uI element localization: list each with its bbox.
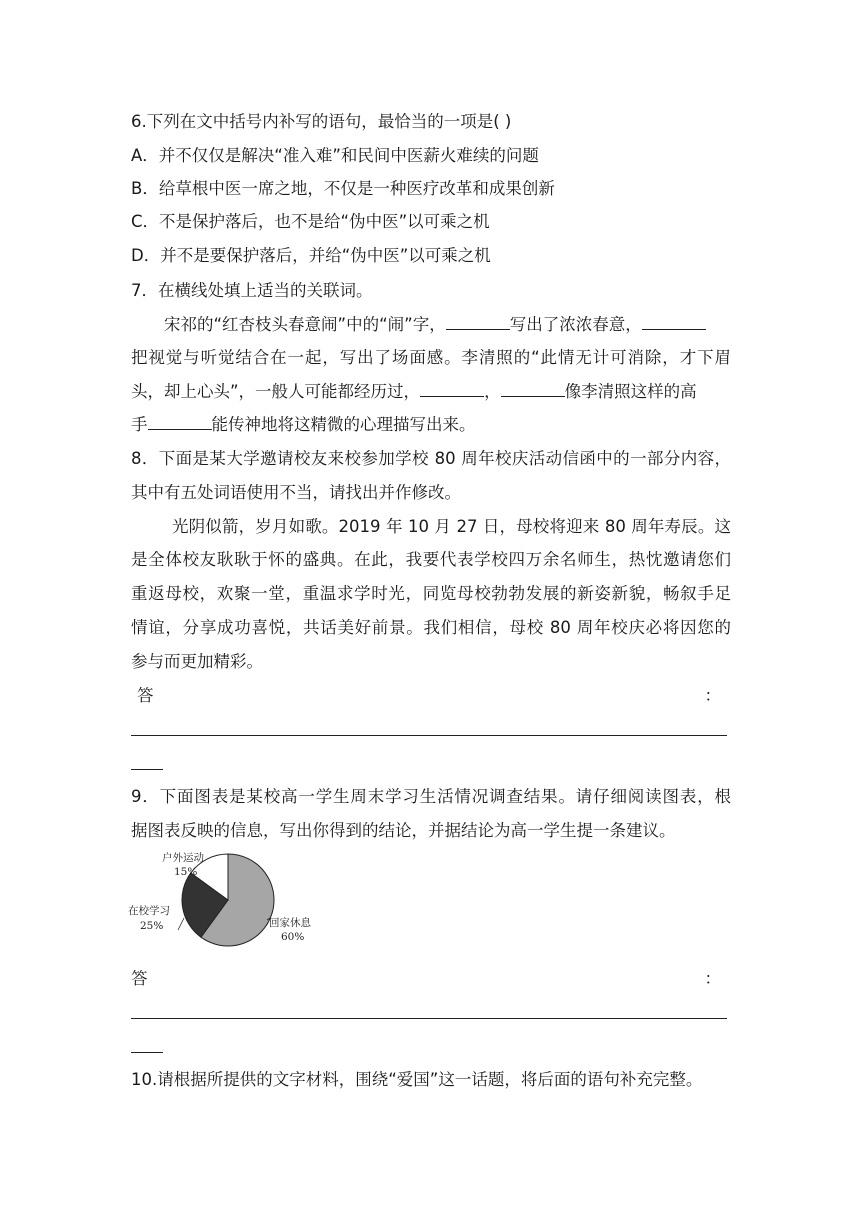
q6-option-c: C．不是保护落后，也不是给“伪中医”以可乘之机 — [131, 212, 490, 231]
q8-answer-colon: ： — [704, 686, 721, 705]
q7-paragraph-line-2: 把视觉与听觉结合在一起，写出了场面感。李清照的“此情无计可消除，才下眉 — [131, 348, 731, 367]
pie-value-study: 25% — [140, 920, 164, 932]
pie-leader-line — [178, 918, 184, 930]
pie-value-outdoor: 15% — [174, 866, 198, 878]
q7-paragraph-line-1 — [131, 314, 731, 336]
pie-label-rest: 回家休息 — [269, 917, 311, 929]
q7-blank-4 — [501, 381, 565, 397]
q7-text: 宋祁的“红杏枝头春意闹”中的“闹”字， — [164, 315, 446, 334]
q7-blank-5 — [148, 414, 212, 430]
q7-text: 手 — [131, 415, 148, 434]
q9-answer-row — [131, 968, 721, 990]
q6-stem: 6.下列在文中括号内补写的语句，最恰当的一项是( ) — [131, 112, 512, 131]
q9-stem-line-1: 9．下面图表是某校高一学生周末学习生活情况调查结果。请仔细阅读图表，根 — [131, 787, 731, 806]
q7-text: ， — [484, 382, 501, 401]
q7-paragraph-line-3 — [131, 381, 731, 403]
q7-paragraph-line-4 — [131, 414, 731, 436]
pie-label-study: 在校学习 — [128, 905, 170, 917]
q7-text: 像李清照这样的高 — [564, 382, 697, 401]
q9-answer-label: 答 — [131, 969, 148, 988]
q8-stem-line-1: 8．下面是某大学邀请校友来校参加学校 80 周年校庆活动信函中的一部分内容， — [131, 449, 731, 468]
q7-text: 写出了浓浓春意， — [509, 315, 642, 334]
pie-label-outdoor: 户外运动 — [162, 852, 204, 864]
q7-stem: 7．在横线处填上适当的关联词。 — [131, 281, 373, 300]
q8-answer-line-end[interactable] — [131, 769, 163, 770]
q9-answer-colon: ： — [704, 969, 721, 988]
q9-answer-line[interactable] — [131, 1018, 727, 1019]
q7-blank-3 — [420, 381, 484, 397]
q7-text: 能传神地将这精微的心理描写出来。 — [211, 415, 476, 434]
q7-text: 头，却上心头”，一般人可能都经历过， — [131, 382, 421, 401]
q8-letter-line: 是全体校友耿耿于怀的盛典。在此，我要代表学校四万余名师生，热忱邀请您们 — [131, 550, 731, 569]
pie-chart — [126, 848, 326, 953]
q10-stem: 10.请根据所提供的文字材料，围绕“爱国”这一话题，将后面的语句补充完整。 — [131, 1070, 703, 1089]
q9-answer-line-end[interactable] — [131, 1052, 163, 1053]
q6-option-d: D．并不是要保护落后，并给“伪中医”以可乘之机 — [131, 246, 491, 265]
q8-answer-row — [137, 685, 721, 707]
q8-letter-line: 光阴似箭，岁月如歌。2019 年 10 月 27 日，母校将迎来 80 周年寿辰。这 — [172, 517, 731, 536]
q7-blank-1 — [446, 314, 510, 330]
q7-blank-2 — [642, 314, 706, 330]
q8-answer-line[interactable] — [131, 735, 727, 736]
q8-letter-line: 参与而更加精彩。 — [131, 652, 263, 671]
q8-stem-line-2: 其中有五处词语使用不当，请找出并作修改。 — [131, 483, 461, 502]
q8-answer-label: 答 — [137, 686, 154, 705]
q6-option-a: A．并不仅仅是解决“准入难”和民间中医薪火难续的问题 — [131, 146, 539, 165]
q9-stem-line-2: 据图表反映的信息，写出你得到的结论，并据结论为高一学生提一条建议。 — [131, 821, 676, 840]
q6-option-b: B．给草根中医一席之地，不仅是一种医疗改革和成果创新 — [131, 179, 555, 198]
q8-letter-line: 情谊，分享成功喜悦，共话美好前景。我们相信，母校 80 周年校庆必将因您的 — [131, 618, 731, 637]
pie-value-rest: 60% — [281, 931, 305, 943]
q8-letter-line: 重返母校，欢聚一堂，重温求学时光，同览母校勃勃发展的新姿新貌，畅叙手足 — [131, 584, 731, 603]
